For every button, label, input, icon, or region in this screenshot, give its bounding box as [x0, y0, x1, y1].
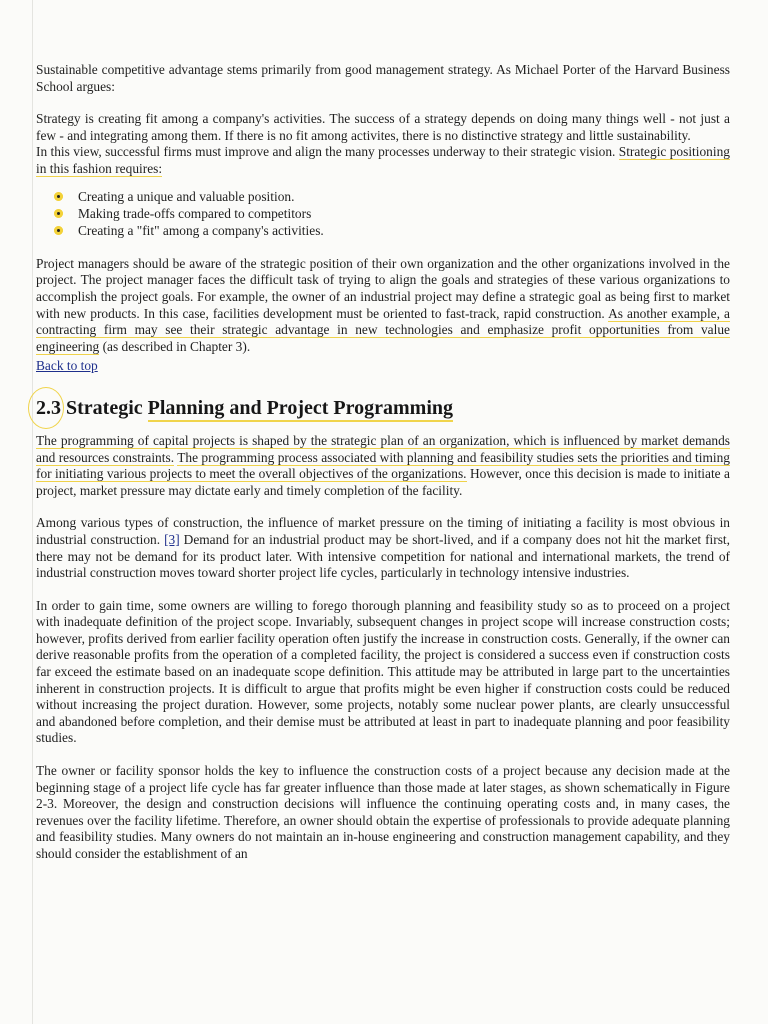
highlighted-text: As another example, a contracting firm may see their strategic advantage in new technologies and emphasize profit opportunities from value engineering [36, 305, 730, 354]
section-title-b: Planning and Project Programming [148, 397, 453, 422]
highlighted-text: The programming process associated with planning and feasibility studies sets the priorities and timing for initiating various projects to meet the overall objectives of the organizations. [36, 449, 730, 482]
section-title-a: Strategic [66, 396, 148, 419]
reference-link[interactable]: [3] [164, 531, 180, 547]
list-item: Creating a unique and valuable position. [54, 188, 730, 205]
bullet-icon [54, 209, 63, 218]
page-left-edge [32, 0, 33, 1024]
bullet-icon [54, 192, 63, 201]
section-heading [36, 395, 730, 421]
project-managers-paragraph: Project managers should be aware of the strategic position of their own organization and the other organizations involved in the project. The project manager faces the difficult task of trying to align the goals and strategies of these various organizations to accomplish the project goals. For example, the owner of an industrial project may define a strategic goal as being first to market with new products. In this case, facilities development must be oriented to fast-track, rapid construction. As another example, a contracting firm may see their strategic advantage in new technologies and emphasize profit opportunities from value engineering (as described in Chapter 3). [36, 255, 730, 354]
porter-quote: Strategy is creating fit among a company's activities. The success of a strategy depends on doing many things well - not just a few - and integrating among them. If there is no fit among activites, there is no distinctive strategy and little sustainability. [36, 111, 730, 143]
bullet-icon [54, 226, 63, 235]
owner-paragraph: The owner or facility sponsor holds the key to influence the construction costs of a project because any decision made at the beginning stage of a project life cycle has far greater influence than those made at later stages, as shown schematically in Figure 2-3. Moreover, the design and construction decisions will influence the continuing operating costs and, in many cases, the revenues over the facility lifetime. Therefore, an owner should obtain the expertise of professionals to provide adequate planning and feasibility studies. Many owners do not maintain an in-house engineering and construction management capability, and they should consider the establishment of an [36, 763, 730, 861]
requirements-list [36, 188, 730, 240]
back-to-top-link[interactable]: Back to top [36, 358, 98, 374]
programming-paragraph: The programming of capital projects is shaped by the strategic plan of an organization, which is influenced by market demands and resources constraints. The programming process associated with planning and feasibility studies sets the priorities and timing for initiating various projects to meet the overall objectives of the organizations. However, once this decision is made to initiate a project, market pressure may dictate early and timely completion of the facility. [36, 432, 730, 498]
section-number: 2.3 [36, 396, 61, 419]
highlighted-text: Strategic positioning in this fashion requires: [36, 144, 730, 176]
market-pressure-paragraph: Among various types of construction, the influence of market pressure on the timing of initiating a facility is most obvious in industrial construction. [3] Demand for an industrial product may be short-lived, and if a company does not hit the market first, there may not be demand for its product later. With intensive competition for national and international markets, the trend of industrial construction moves toward shorter project life cycles, particularly in technology intensive industries. [36, 515, 730, 581]
strategic-positioning-paragraph: In this view, successful firms must improve and align the many processes underway to their strategic vision. Strategic positioning in this fashion requires: [36, 144, 730, 176]
list-item: Creating a "fit" among a company's activities. [54, 222, 730, 239]
document-body [36, 62, 730, 863]
list-item: Making trade-offs compared to competitors [54, 205, 730, 222]
highlighted-text: The programming of capital projects is shaped by the strategic plan of an organization, which is influenced by market demands and resources constraints. [36, 432, 730, 465]
intro-paragraph: Sustainable competitive advantage stems primarily from good management strategy. As Michael Porter of the Harvard Business School argues: [36, 62, 730, 94]
gain-time-paragraph: In order to gain time, some owners are willing to forego thorough planning and feasibility study so as to proceed on a project with inadequate definition of the project scope. Invariably, subsequent changes in project scope will increase construction costs; however, profits derived from earlier facility operation often justify the increase in construction costs. Generally, if the owner can derive reasonable profits from the operation of a completed facility, the project is considered a success even if construction costs far exceed the estimate based on an inadequate scope definition. This attitude may be attributed in large part to the uncertainties inherent in construction projects. It is difficult to argue that profits might be even higher if construction costs could be reduced without increasing the project duration. However, some projects, notably some nuclear power plants, are clearly unsuccessful and abandoned before completion, and their demise must be attributed at least in part to inadequate planning and poor feasibility studies. [36, 597, 730, 746]
